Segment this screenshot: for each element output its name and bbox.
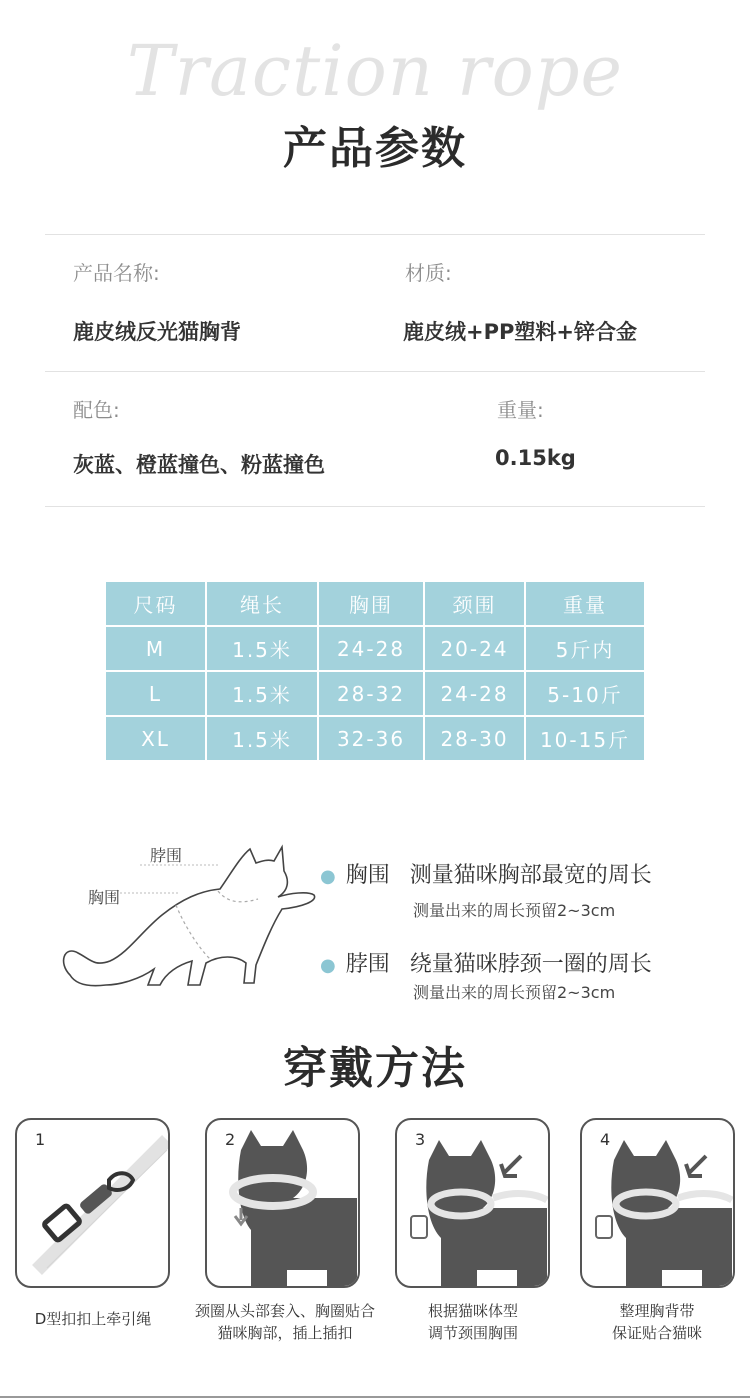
step-number: 4 [600,1130,611,1149]
step-caption-line: D型扣扣上牵引绳 [34,1310,152,1328]
table-header-cell: 重量 [526,582,644,625]
table-header-cell: 尺码 [106,582,205,625]
weight-label: 重量: [497,398,544,422]
bullet-icon: ● [320,866,336,887]
material-value: 鹿皮绒+PP塑料+锌合金 [403,320,637,344]
cat-outline-icon [50,835,340,1000]
color-value: 灰蓝、橙蓝撞色、粉蓝撞色 [73,453,325,477]
step-number: 1 [35,1130,46,1149]
table-cell: 28-30 [425,717,524,760]
step-number: 3 [415,1130,426,1149]
script-title: Traction rope [127,30,623,112]
step-2-image [205,1118,360,1288]
step-caption-line: 整理胸背带 [619,1302,695,1320]
product-name-label: 产品名称: [73,261,160,285]
step-1-image [15,1118,170,1288]
step-caption-line: 保证贴合猫咪 [611,1324,702,1342]
neck-label: 脖围 [150,846,183,865]
divider [45,506,705,507]
step-caption-line: 根据猫咪体型 [427,1302,518,1320]
neck-title: 脖围 [345,952,390,977]
chest-measure-line [320,858,652,889]
product-name-value: 鹿皮绒反光猫胸背 [73,320,241,344]
chest-label: 胸围 [88,888,121,907]
divider [45,371,705,372]
table-header-cell: 颈围 [425,582,524,625]
table-cell: M [106,627,205,670]
step-caption-line: 颈圈从头部套入、胸圈贴合 [194,1302,375,1320]
table-cell: 20-24 [425,627,524,670]
table-cell: 1.5米 [207,672,317,715]
step-3-caption [378,1300,568,1344]
table-row [106,672,644,715]
table-cell: 1.5米 [207,627,317,670]
table-cell: L [106,672,205,715]
table-cell: 5斤内 [526,627,644,670]
step-number: 2 [225,1130,236,1149]
weight-value: 0.15kg [495,446,576,470]
page-title: 产品参数 [283,123,467,174]
table-row [106,627,644,670]
table-cell: 24-28 [319,627,423,670]
color-label: 配色: [73,398,120,422]
table-header-row [106,582,644,625]
step-4-image [580,1118,735,1288]
neck-desc: 绕量猫咪脖颈一圈的周长 [409,952,652,977]
step-2-caption [190,1300,380,1344]
table-header-cell: 胸围 [319,582,423,625]
neck-measure-line [320,947,652,978]
chest-title: 胸围 [345,863,390,888]
chest-note: 测量出来的周长预留2~3cm [413,901,616,920]
table-cell: XL [106,717,205,760]
step-caption-line: 猫咪胸部，插上插扣 [217,1324,353,1342]
material-label: 材质: [405,261,452,285]
size-table [104,580,646,762]
step-caption-line: 调节颈围胸围 [427,1324,518,1342]
table-cell: 10-15斤 [526,717,644,760]
step-4-caption [562,1300,750,1344]
table-row [106,717,644,760]
bullet-icon: ● [320,955,336,976]
table-cell: 28-32 [319,672,423,715]
table-cell: 32-36 [319,717,423,760]
step-3-image [395,1118,550,1288]
chest-desc: 测量猫咪胸部最宽的周长 [409,863,652,888]
cat-measure-illustration [50,835,340,1000]
table-cell: 1.5米 [207,717,317,760]
divider [45,234,705,235]
table-header-cell: 绳长 [207,582,317,625]
neck-note: 测量出来的周长预留2~3cm [413,983,616,1002]
how-to-wear-title: 穿戴方法 [283,1043,467,1094]
table-cell: 5-10斤 [526,672,644,715]
svg-text:⟺: ⟺ [499,1276,514,1287]
table-cell: 24-28 [425,672,524,715]
step-1-caption [0,1308,188,1330]
